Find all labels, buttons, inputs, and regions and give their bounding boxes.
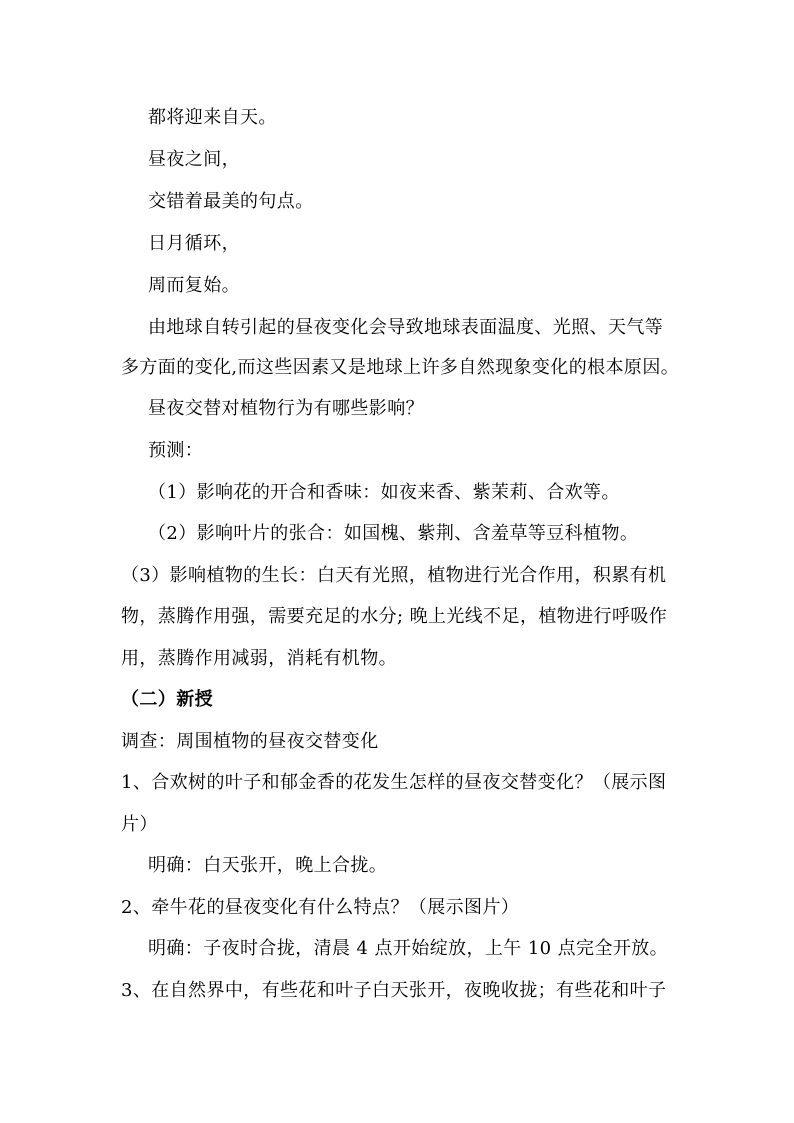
poem-line-1: 都将迎来自天。 bbox=[148, 107, 277, 128]
numbered-item-continuation: 片） bbox=[121, 814, 158, 835]
section-heading: （二）新授 bbox=[121, 689, 213, 710]
numbered-item: 1、合欢树的叶子和郁金香的花发生怎样的昼夜交替变化？（展示图 bbox=[121, 772, 667, 793]
poem-line-5: 周而复始。 bbox=[148, 275, 240, 296]
list-item: （3）影响植物的生长：白天有光照，植物进行光合作用，积累有机 bbox=[121, 565, 667, 586]
poem-line-2: 昼夜之间， bbox=[148, 149, 240, 170]
answer-line: 明确：白天张开，晚上合拢。 bbox=[148, 855, 388, 876]
question-line: 昼夜交替对植物行为有哪些影响？ bbox=[148, 398, 424, 419]
survey-title: 调查：周围植物的昼夜交替变化 bbox=[121, 731, 379, 752]
list-item-continuation: 用，蒸腾作用减弱，消耗有机物。 bbox=[121, 648, 397, 669]
list-item: （1）影响花的开合和香味：如夜来香、紫茉莉、合欢等。 bbox=[148, 482, 620, 503]
prediction-label: 预测： bbox=[148, 440, 204, 461]
list-item-continuation: 物，蒸腾作用强，需要充足的水分; 晚上光线不足，植物进行呼吸作 bbox=[121, 606, 668, 627]
poem-line-3: 交错着最美的句点。 bbox=[148, 191, 314, 212]
numbered-item: 3、在自然界中，有些花和叶子白天张开，夜晚收拢；有些花和叶子 bbox=[121, 980, 667, 1001]
paragraph-line: 多方面的变化,而这些因素又是地球上许多自然现象变化的根本原因。 bbox=[121, 357, 680, 378]
numbered-item: 2、牵牛花的昼夜变化有什么特点？（展示图片） bbox=[121, 897, 520, 918]
answer-line: 明确：子夜时合拢，清晨 4 点开始绽放，上午 10 点完全开放。 bbox=[148, 938, 669, 959]
paragraph-line: 由地球自转引起的昼夜变化会导致地球表面温度、光照、天气等 bbox=[148, 317, 664, 338]
list-item: （2）影响叶片的张合：如国槐、紫荆、含羞草等豆科植物。 bbox=[148, 523, 639, 544]
poem-line-4: 日月循环， bbox=[148, 233, 240, 254]
